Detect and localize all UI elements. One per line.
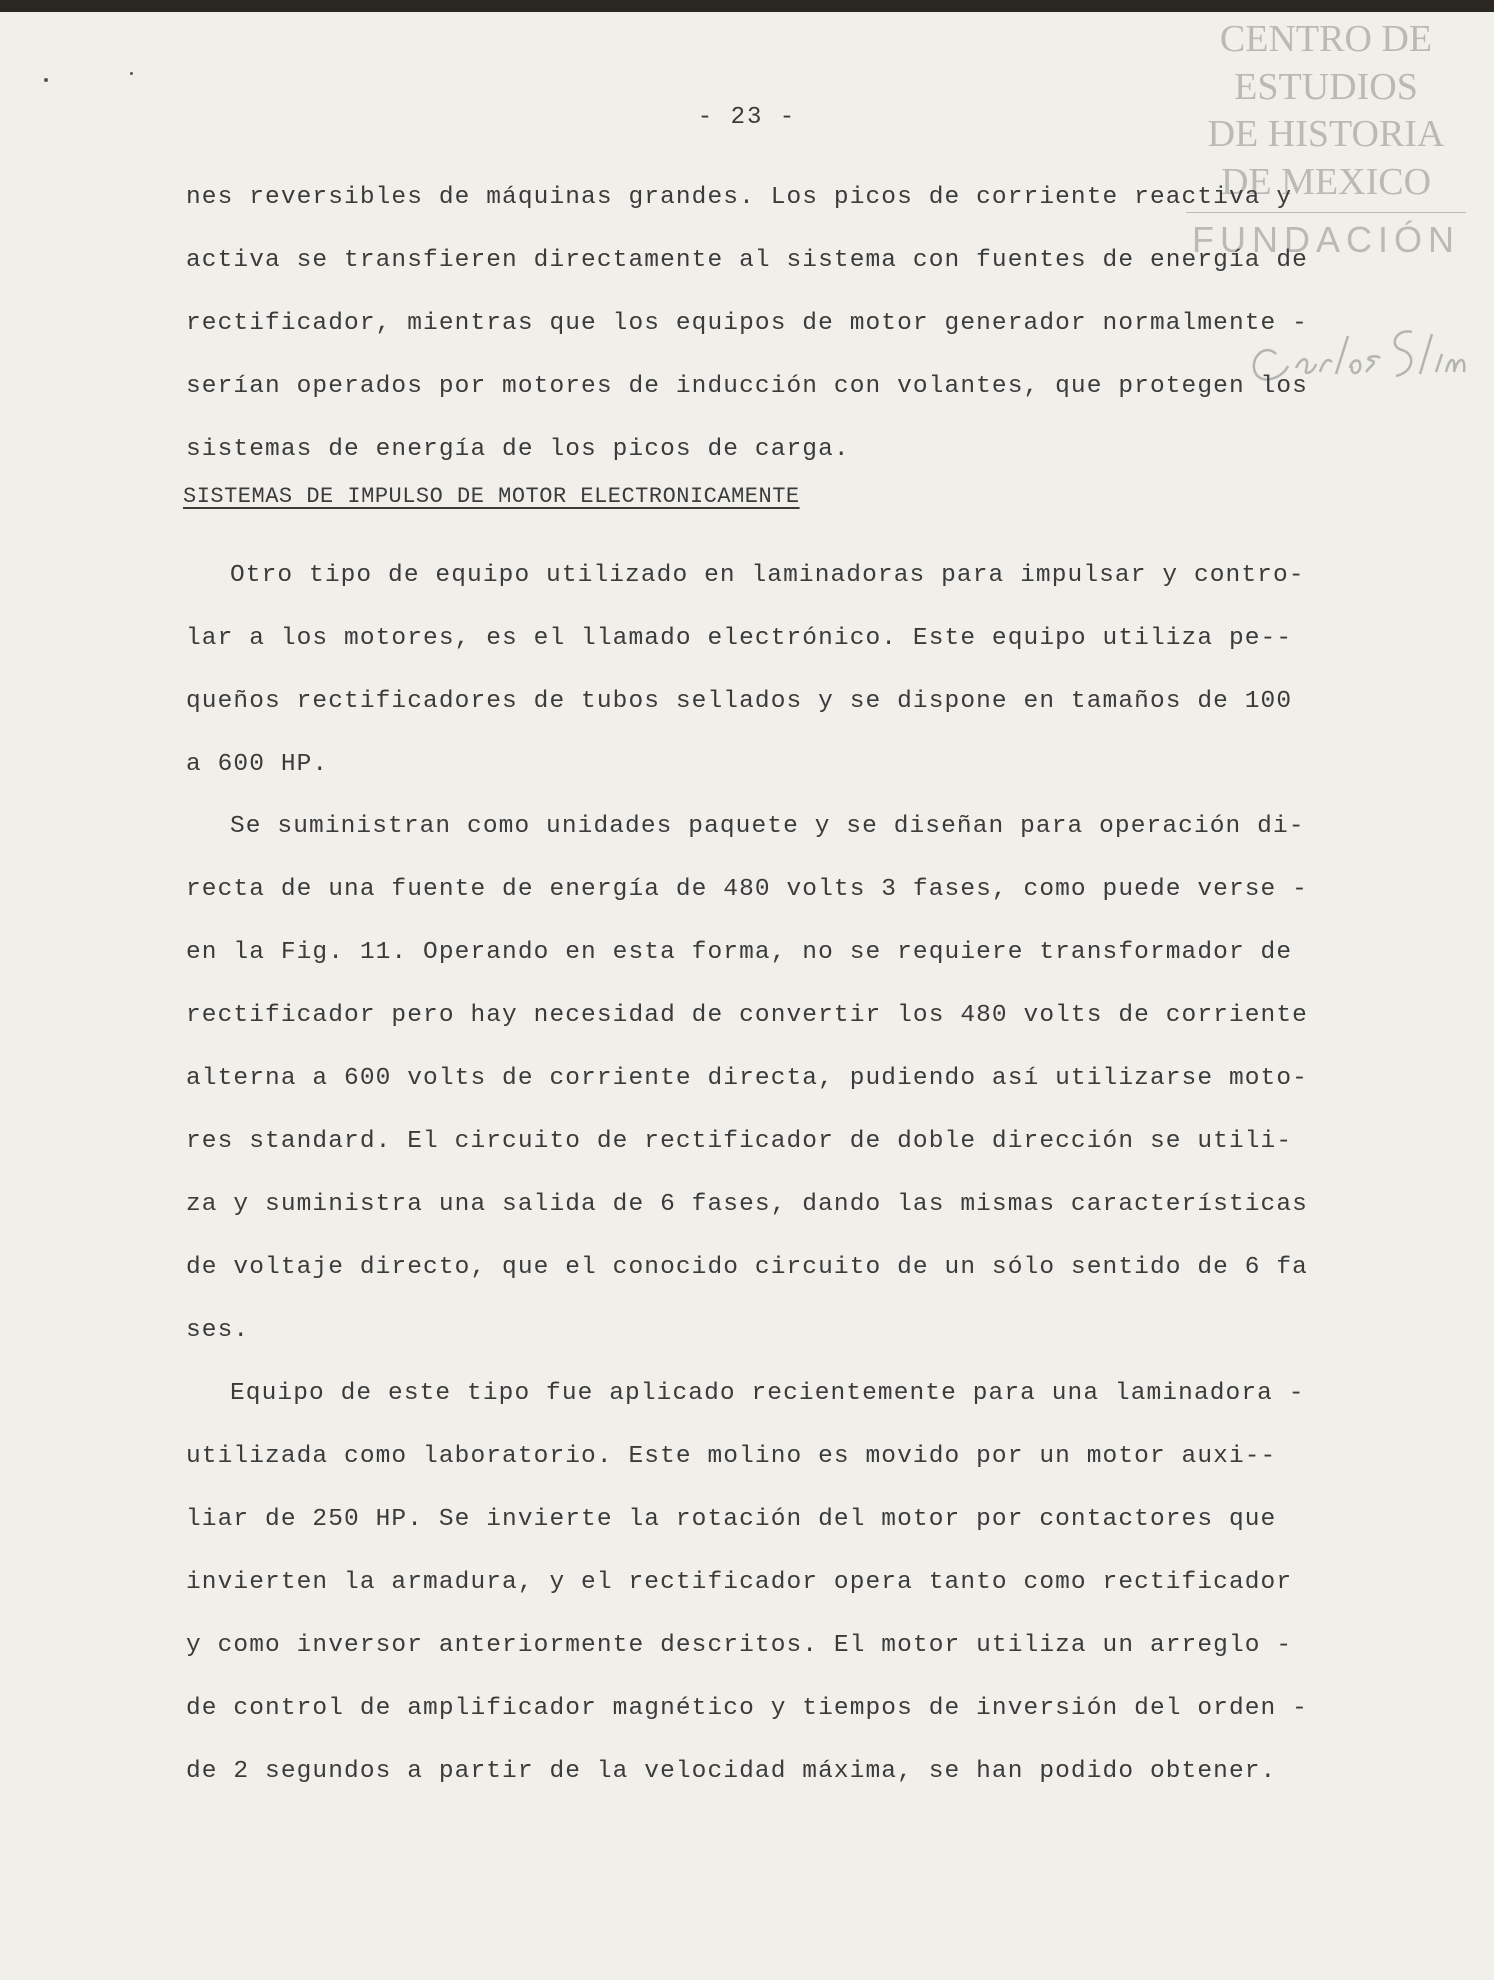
text-line: Equipo de este tipo fue aplicado recientemente para una laminadora - <box>230 1380 1305 1407</box>
text-line: de control de amplificador magnético y tiempos de inversión del orden - <box>186 1695 1308 1722</box>
text-line: queños rectificadores de tubos sellados y se dispone en tamaños de 100 <box>186 688 1293 715</box>
watermark-fundacion: FUNDACIÓN <box>1192 219 1460 260</box>
text-line: Otro tipo de equipo utilizado en laminadoras para impulsar y contro- <box>230 562 1305 589</box>
document-page <box>0 12 1494 1980</box>
watermark-rule <box>1186 212 1466 213</box>
text-line: invierten la armadura, y el rectificador opera tanto como rectificador <box>186 1569 1293 1596</box>
page-number: - 23 - <box>697 104 797 131</box>
text-line: utilizada como laboratorio. Este molino es movido por un motor auxi-- <box>186 1443 1277 1470</box>
text-line: serían operados por motores de inducción con volantes, que protegen los <box>186 373 1308 400</box>
text-line: rectificador, mientras que los equipos de motor generador normalmente - <box>186 310 1308 337</box>
text-line: ses. <box>186 1317 250 1344</box>
text-line: de 2 segundos a partir de la velocidad máxima, se han podido obtener. <box>186 1758 1277 1785</box>
watermark-line-4: DE MEXICO <box>1220 160 1432 203</box>
speck <box>130 72 133 75</box>
text-line: a 600 HP. <box>186 751 329 778</box>
text-line: nes reversibles de máquinas grandes. Los picos de corriente reactiva y <box>186 184 1293 211</box>
text-line: liar de 250 HP. Se invierte la rotación del motor por contactores que <box>186 1506 1277 1533</box>
text-line: Se suministran como unidades paquete y se diseñan para operación di- <box>230 813 1305 840</box>
text-line: sistemas de energía de los picos de carga. <box>186 436 850 463</box>
text-line: rectificador pero hay necesidad de convertir los 480 volts de corriente <box>186 1002 1308 1029</box>
text-line: recta de una fuente de energía de 480 volts 3 fases, como puede verse - <box>186 876 1308 903</box>
text-line: za y suministra una salida de 6 fases, dando las mismas características <box>186 1191 1308 1218</box>
speck <box>44 78 48 82</box>
archive-watermark <box>1176 16 1476 262</box>
watermark-line-3: DE HISTORIA <box>1207 113 1445 155</box>
section-heading: SISTEMAS DE IMPULSO DE MOTOR ELECTRONICAMENTE <box>183 484 800 509</box>
text-line: de voltaje directo, que el conocido circuito de un sólo sentido de 6 fa <box>186 1254 1308 1281</box>
watermark-line-1: CENTRO DE <box>1219 18 1433 60</box>
text-line: y como inversor anteriormente descritos. El motor utiliza un arreglo - <box>186 1632 1293 1659</box>
text-line: lar a los motores, es el llamado electrónico. Este equipo utiliza pe-- <box>186 625 1293 652</box>
text-line: alterna a 600 volts de corriente directa, pudiendo así utilizarse moto- <box>186 1065 1308 1092</box>
watermark-line-2: ESTUDIOS <box>1234 65 1418 108</box>
text-line: res standard. El circuito de rectificador de doble dirección se utili- <box>186 1128 1293 1155</box>
text-line: en la Fig. 11. Operando en esta forma, no se requiere transformador de <box>186 939 1293 966</box>
text-line: activa se transfieren directamente al sistema con fuentes de energía de <box>186 247 1308 274</box>
